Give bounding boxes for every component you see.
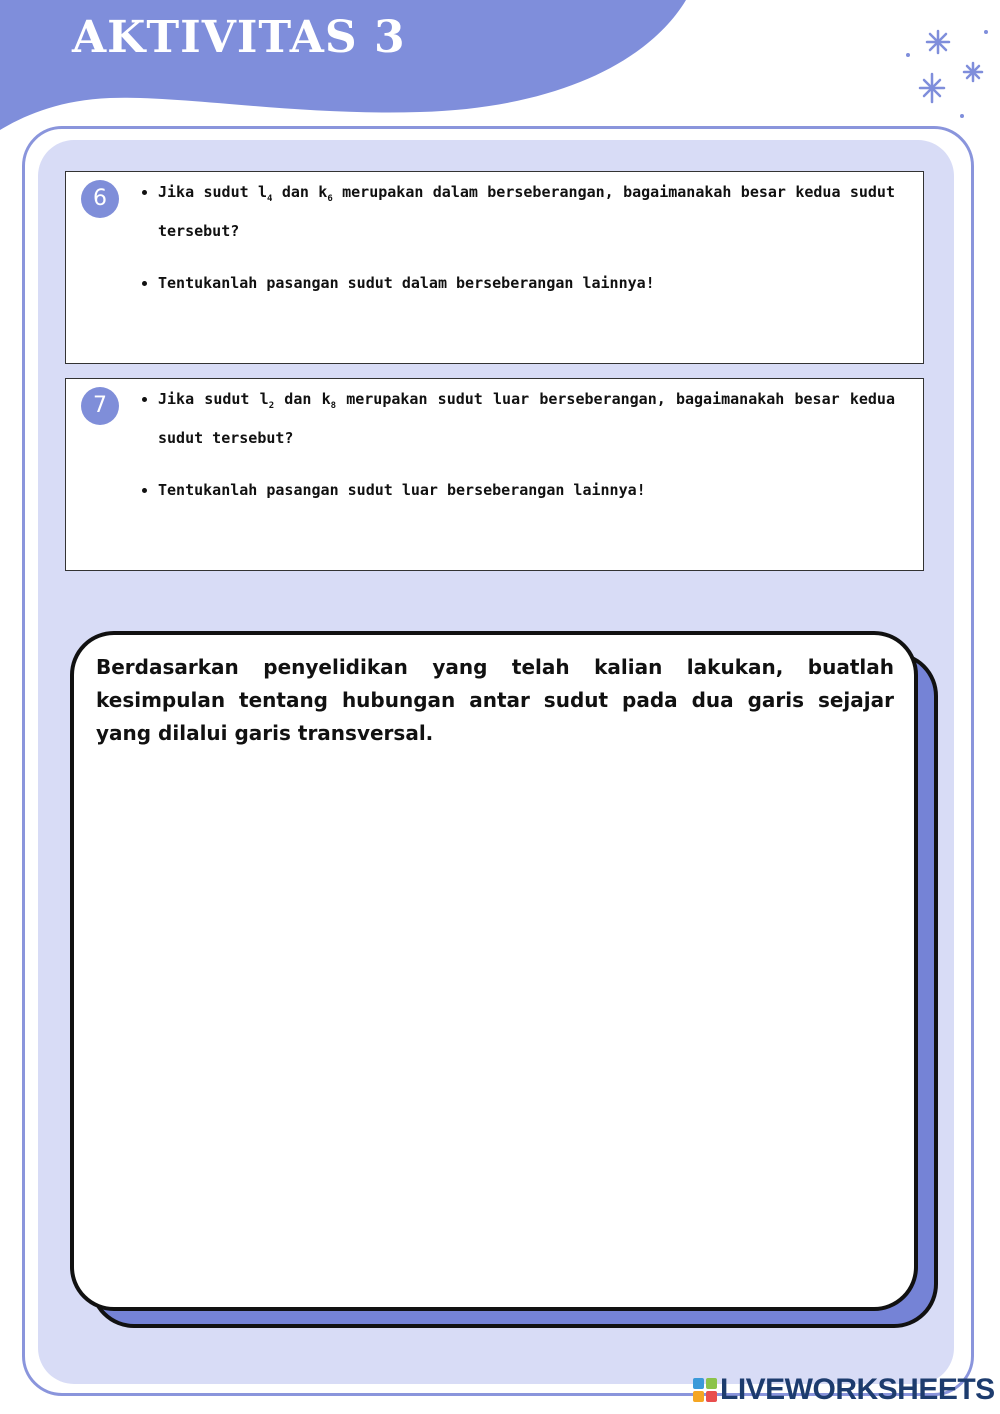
list-item: • Jika sudut $l_4$ dan $k_6$ merupakan dalam berseberangan, bagaimanakah besar kedua sudut tersebut? (158, 176, 895, 247)
question-list (136, 176, 895, 319)
conclusion-prompt: Berdasarkan penyelidikan yang telah kalian lakukan, buatlah kesimpulan tentang hubungan antar sudut pada dua garis sejajar yang dilalui garis transversal. (96, 655, 894, 745)
liveworksheets-logo-icon (692, 1377, 718, 1403)
question-list (136, 383, 895, 526)
sparkle-stars-icon (890, 20, 990, 120)
liveworksheets-watermark (692, 1374, 995, 1406)
list-item: • Jika sudut $l_2$ dan $k_8$ merupakan sudut luar berseberangan, bagaimanakah besar kedua sudut tersebut? (158, 383, 895, 454)
question-number-badge: 7 (81, 387, 119, 425)
list-item: • Tentukanlah pasangan sudut luar berseberangan lainnya! (158, 474, 895, 506)
page-title: AKTIVITAS 3 (72, 12, 406, 63)
question-7-box (65, 378, 924, 571)
watermark-text: LIVEWORKSHEETS (720, 1373, 995, 1406)
list-item: • Tentukanlah pasangan sudut dalam berseberangan lainnya! (158, 267, 895, 299)
question-number-badge: 6 (81, 180, 119, 218)
conclusion-answer-card[interactable] (70, 631, 918, 1311)
question-6-box (65, 171, 924, 364)
